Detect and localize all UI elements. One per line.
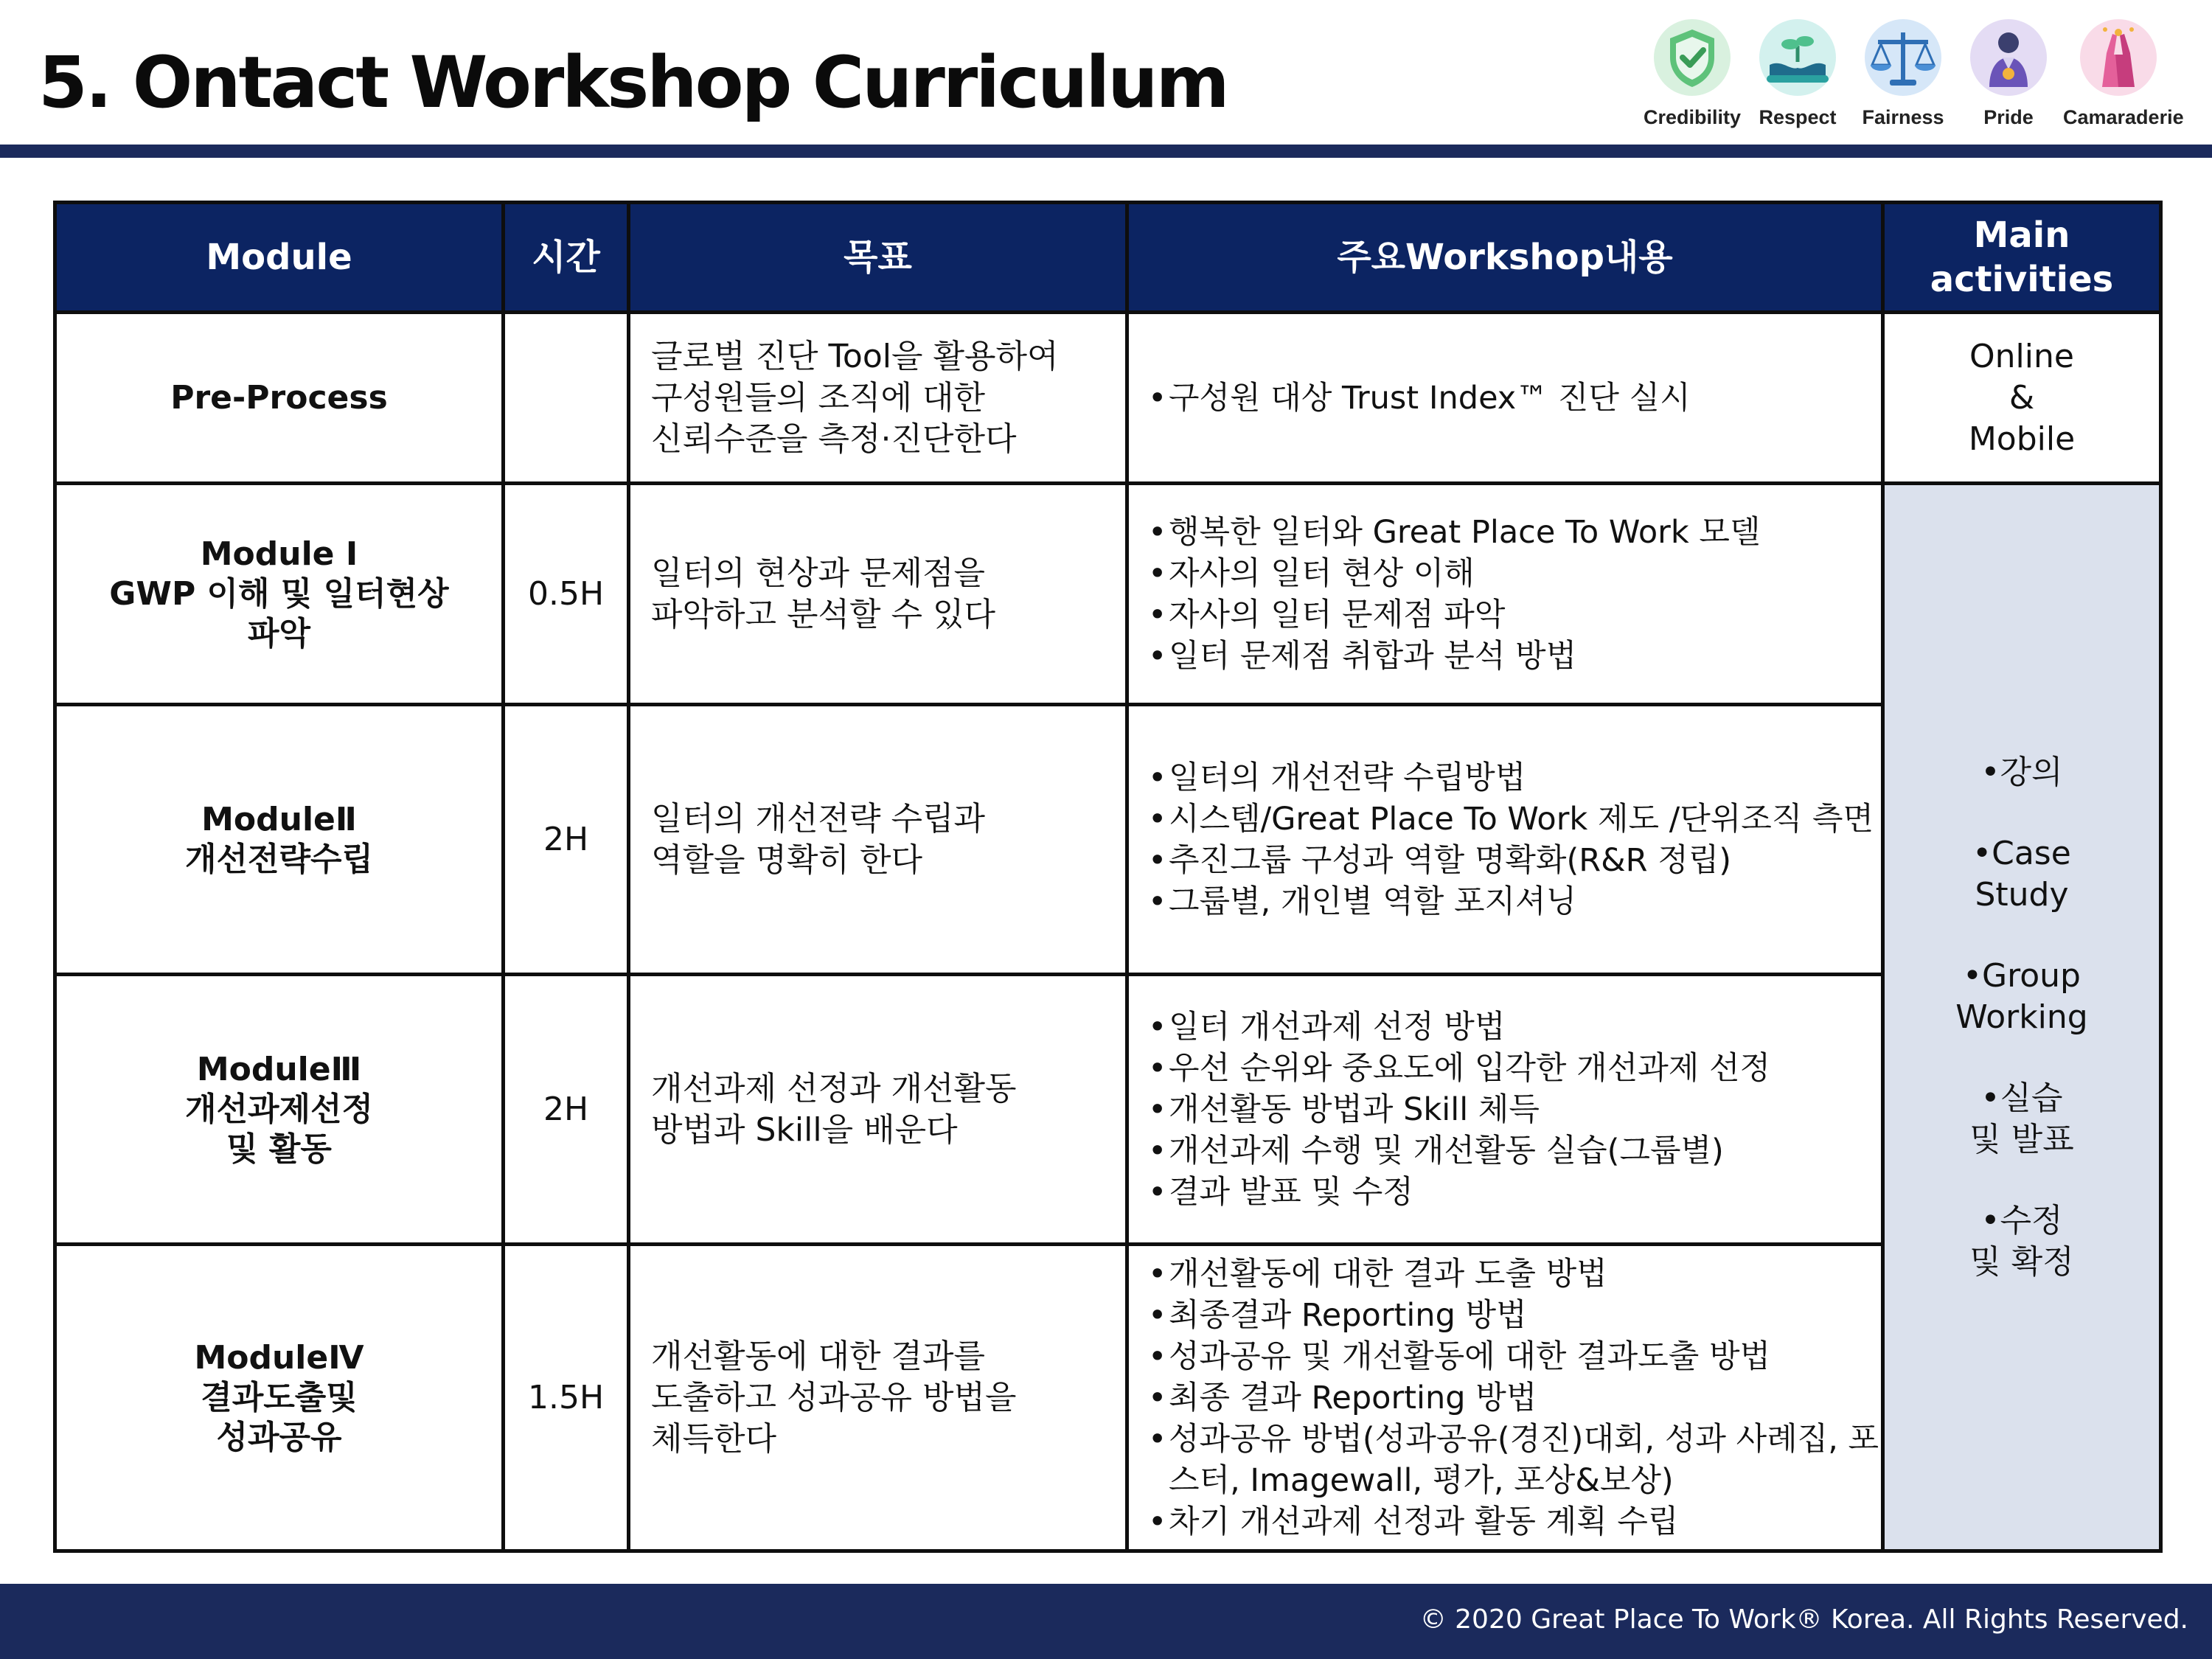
header-time: 시간: [504, 203, 629, 313]
goal-line: 신뢰수준을 측정·진단한다: [651, 420, 1017, 458]
module-line: 파악: [247, 614, 310, 653]
page-title: 5. Ontact Workshop Curriculum: [38, 41, 1228, 124]
table-row: [55, 484, 2161, 705]
list-item: • 시스템/Great Place To Work 제도 /단위조직 측면: [1148, 799, 1881, 840]
module-cell: [55, 975, 504, 1245]
activity-item: [1885, 956, 2159, 1038]
content-list: [1148, 1253, 1881, 1543]
hands-plant-icon: [1759, 19, 1836, 96]
goal-cell: [629, 1245, 1127, 1551]
list-item: • 결과 발표 및 수정: [1148, 1172, 1881, 1213]
header-module: Module: [55, 203, 504, 313]
activity-line: •실습: [1980, 1079, 2063, 1117]
copyright-text: © 2020 Great Place To Work® Korea. All Rights Reserved.: [1419, 1604, 2188, 1635]
list-item: • 최종 결과 Reporting 방법: [1148, 1377, 1881, 1419]
value-credibility: [1637, 19, 1747, 129]
activity-line: •Case: [1972, 834, 2071, 872]
goal-line: 도출하고 성과공유 방법을: [651, 1378, 1017, 1416]
goal-cell: [629, 705, 1127, 975]
core-values: [1637, 19, 2205, 137]
activity-line: 및 발표: [1969, 1120, 2074, 1158]
table-row: [55, 975, 2161, 1245]
header-activities-line: activities: [1930, 259, 2114, 300]
value-label: Credibility: [1643, 106, 1742, 128]
module-line: Pre-Process: [170, 378, 388, 417]
goal-cell: [629, 484, 1127, 705]
module-cell: [55, 705, 504, 975]
module-line: 개선과제선정: [184, 1090, 374, 1128]
list-item: • 자사의 일터 문제점 파악: [1148, 594, 1881, 636]
list-item: • 일터 개선과제 선정 방법: [1148, 1006, 1881, 1048]
header-activities: [1883, 203, 2161, 313]
content-cell: [1127, 484, 1883, 705]
module-cell: [55, 484, 504, 705]
value-label: Respect: [1759, 106, 1837, 128]
table-row: [55, 1245, 2161, 1551]
time-cell: 1.5H: [504, 1245, 629, 1551]
scales-icon: [1865, 19, 1941, 96]
content-cell: [1127, 1245, 1883, 1551]
content-list: [1148, 757, 1881, 922]
value-pride: [1953, 19, 2064, 129]
list-item: • 개선과제 수행 및 개선활동 실습(그룹별): [1148, 1130, 1881, 1172]
content-list: [1148, 512, 1881, 677]
time-cell: [504, 313, 629, 484]
table-header-row: [55, 203, 2161, 313]
activity-line: Working: [1955, 998, 2088, 1036]
list-item: • 구성원 대상 Trust Index™ 진단 실시: [1148, 378, 1881, 419]
goal-line: 체득한다: [651, 1419, 777, 1458]
activity-line: 및 확정: [1969, 1242, 2074, 1281]
module-line: 결과도출및: [201, 1378, 358, 1416]
value-camaraderie: [2063, 19, 2184, 129]
goal-line: 역할을 명확히 한다: [651, 841, 923, 879]
content-cell: [1127, 975, 1883, 1245]
content-cell: [1127, 705, 1883, 975]
time-cell: 2H: [504, 705, 629, 975]
goal-line: 파악하고 분석할 수 있다: [651, 595, 995, 633]
list-item: • 우선 순위와 중요도에 입각한 개선과제 선정: [1148, 1048, 1881, 1089]
header-content: 주요Workshop내용: [1127, 203, 1883, 313]
module-cell: [55, 313, 504, 484]
list-item: • 자사의 일터 현상 이해: [1148, 553, 1881, 594]
value-label: Fairness: [1862, 106, 1944, 128]
goal-cell: [629, 975, 1127, 1245]
value-label: Camaraderie: [2063, 106, 2184, 128]
content-list: [1148, 378, 1881, 419]
module-line: 성과공유: [216, 1418, 342, 1456]
header-activities-line: Main: [1973, 215, 2070, 256]
content-cell: [1127, 313, 1883, 484]
activity-cell-online: [1883, 313, 2161, 484]
time-cell: 0.5H: [504, 484, 629, 705]
time-cell: 2H: [504, 975, 629, 1245]
activity-item: [1885, 752, 2159, 793]
header-divider: [0, 145, 2212, 158]
activity-line: Mobile: [1968, 420, 2076, 458]
list-item: • 차기 개선과제 선정과 활동 계획 수립: [1148, 1501, 1881, 1543]
activity-item: [1885, 833, 2159, 916]
goal-line: 방법과 Skill을 배운다: [651, 1110, 958, 1149]
activity-line: Study: [1975, 875, 2069, 914]
person-medal-icon: [1970, 19, 2047, 96]
activity-line: •Group: [1963, 956, 2081, 995]
activity-line: &: [2008, 378, 2035, 417]
list-item: • 개선활동에 대한 결과 도출 방법: [1148, 1253, 1881, 1295]
table-row: [55, 705, 2161, 975]
table-row: [55, 313, 2161, 484]
list-item: • 그룹별, 개인별 역할 포지셔닝: [1148, 881, 1881, 922]
list-item: • 행복한 일터와 Great Place To Work 모델: [1148, 512, 1881, 553]
module-line: Module Ⅰ: [200, 535, 358, 573]
goal-cell: [629, 313, 1127, 484]
module-line: GWP 이해 및 일터현상: [109, 574, 449, 613]
goal-line: 일터의 개선전략 수립과: [651, 799, 986, 838]
list-item: • 추진그룹 구성과 역할 명확화(R&R 정립): [1148, 840, 1881, 881]
footer-bar: [0, 1584, 2212, 1659]
activity-item: [1885, 1200, 2159, 1283]
activity-line: Online: [1969, 337, 2074, 375]
module-line: 개선전략수립: [184, 840, 374, 878]
list-item: • 일터의 개선전략 수립방법: [1148, 757, 1881, 799]
list-item: • 개선활동 방법과 Skill 체득: [1148, 1089, 1881, 1130]
goal-line: 개선과제 선정과 개선활동: [651, 1069, 1017, 1107]
value-fairness: [1848, 19, 1958, 129]
curriculum-table: [53, 201, 2163, 1553]
list-item: • 성과공유 방법(성과공유(경진)대회, 성과 사례집, 포스터, Imagewall, 평가, 포상&보상): [1148, 1419, 1881, 1501]
goal-line: 글로벌 진단 Tool을 활용하여: [651, 337, 1059, 375]
value-respect: [1742, 19, 1853, 129]
high-five-icon: [2080, 19, 2157, 96]
module-line: ModuleⅢ: [196, 1050, 362, 1088]
list-item: • 최종결과 Reporting 방법: [1148, 1295, 1881, 1336]
goal-line: 일터의 현상과 문제점을: [651, 554, 986, 592]
shield-check-icon: [1654, 19, 1731, 96]
module-line: ModuleⅡ: [201, 800, 357, 838]
module-cell: [55, 1245, 504, 1551]
activity-item: [1885, 1078, 2159, 1161]
goal-line: 구성원들의 조직에 대한: [651, 378, 986, 417]
module-line: 및 활동: [226, 1130, 332, 1168]
value-label: Pride: [1983, 106, 2034, 128]
header-goal: 목표: [629, 203, 1127, 313]
content-list: [1148, 1006, 1881, 1213]
activity-line: •수정: [1980, 1201, 2063, 1239]
module-line: ModuleⅣ: [194, 1338, 364, 1377]
activity-cell-modules: [1883, 484, 2161, 1551]
goal-line: 개선활동에 대한 결과를: [651, 1337, 986, 1375]
activity-line: •강의: [1980, 753, 2063, 791]
list-item: • 성과공유 및 개선활동에 대한 결과도출 방법: [1148, 1336, 1881, 1377]
list-item: • 일터 문제점 취합과 분석 방법: [1148, 636, 1881, 677]
